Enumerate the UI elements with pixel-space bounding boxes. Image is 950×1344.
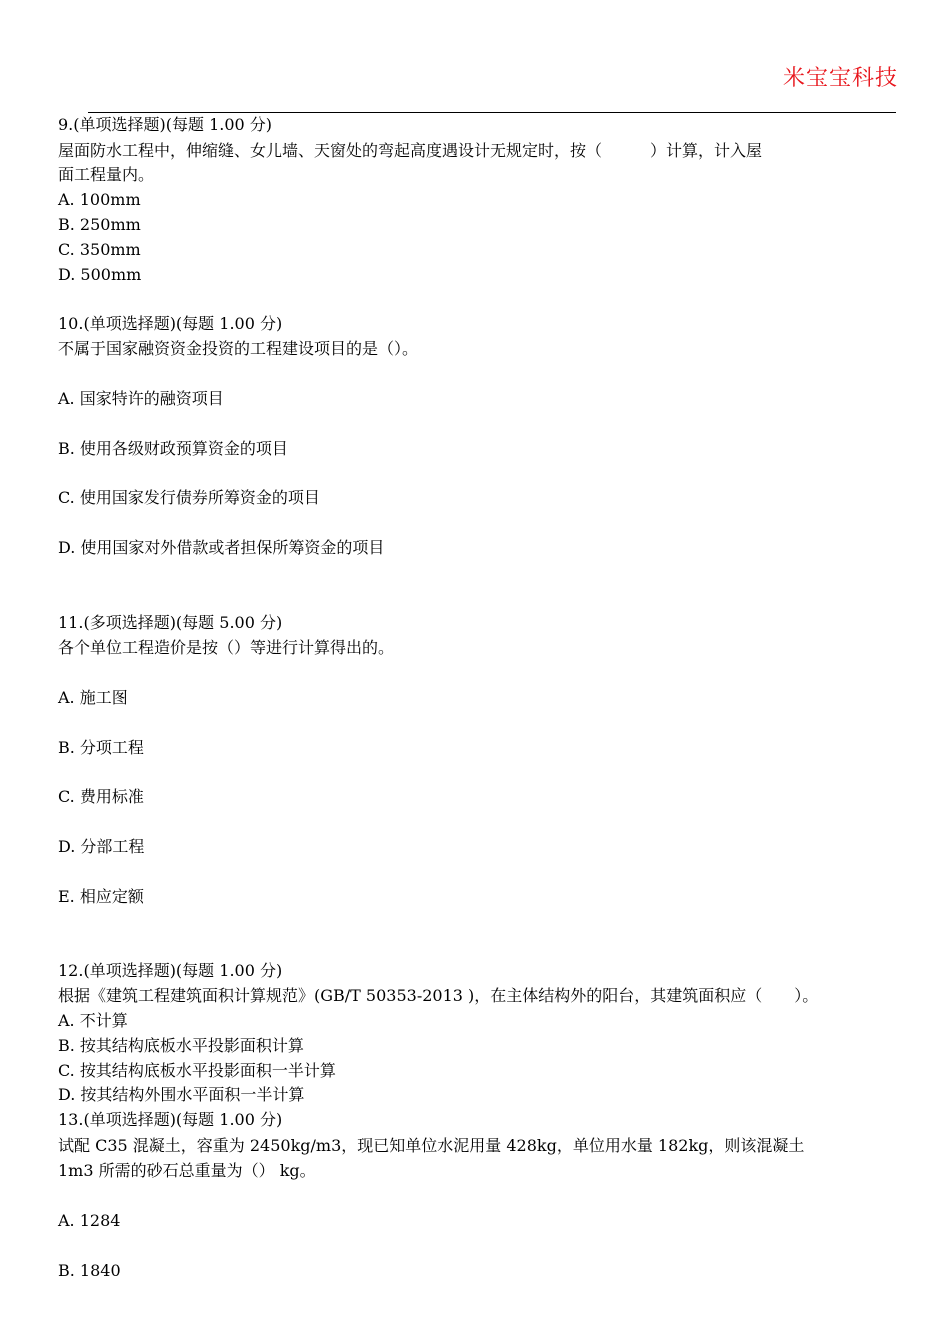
option-c: C. 费用标准 xyxy=(58,787,144,806)
option-c: C. 按其结构底板水平投影面积一半计算 xyxy=(58,1061,336,1080)
question-stem: 各个单位工程造价是按（）等进行计算得出的。 xyxy=(58,638,395,657)
question-header: 11.(多项选择题)(每题 5.00 分) xyxy=(58,613,283,632)
option-a: A. 国家特许的融资项目 xyxy=(58,389,224,408)
question-stem: 不属于国家融资资金投资的工程建设项目的是（）。 xyxy=(58,339,419,358)
option-a: A. 1284 xyxy=(58,1211,121,1230)
header-rule xyxy=(88,112,896,113)
option-d: D. 按其结构外围水平面积一半计算 xyxy=(58,1085,305,1104)
option-c: C. 使用国家发行债券所筹资金的项目 xyxy=(58,488,320,507)
question-stem: 屋面防水工程中，伸缩缝、女儿墙、天窗处的弯起高度遇设计无规定时，按（ ）计算，计入屋 xyxy=(58,141,763,160)
question-stem: 1m3 所需的砂石总重量为（） kg。 xyxy=(58,1161,316,1180)
option-d: D. 500mm xyxy=(58,265,142,284)
option-c: C. 350mm xyxy=(58,240,141,259)
question-header: 13.(单项选择题)(每题 1.00 分) xyxy=(58,1110,283,1129)
question-header: 10.(单项选择题)(每题 1.00 分) xyxy=(58,314,283,333)
option-a: A. 不计算 xyxy=(58,1011,128,1030)
option-b: B. 按其结构底板水平投影面积计算 xyxy=(58,1036,304,1055)
option-b: B. 1840 xyxy=(58,1261,121,1280)
option-a: A. 施工图 xyxy=(58,688,128,707)
option-b: B. 使用各级财政预算资金的项目 xyxy=(58,439,288,458)
option-d: D. 分部工程 xyxy=(58,837,145,856)
option-b: B. 分项工程 xyxy=(58,738,144,757)
option-e: E. 相应定额 xyxy=(58,887,144,906)
option-d: D. 使用国家对外借款或者担保所筹资金的项目 xyxy=(58,538,385,557)
question-stem: 根据《建筑工程建筑面积计算规范》(GB/T 50353-2013 )，在主体结构外的阳台，其建筑面积应（ ）。 xyxy=(58,986,819,1005)
option-a: A. 100mm xyxy=(58,190,141,209)
option-b: B. 250mm xyxy=(58,215,141,234)
brand-logo-text: 米宝宝科技 xyxy=(782,66,898,91)
question-header: 12.(单项选择题)(每题 1.00 分) xyxy=(58,961,283,980)
question-stem: 面工程量内。 xyxy=(58,165,155,184)
question-header: 9.(单项选择题)(每题 1.00 分) xyxy=(58,115,273,134)
question-stem: 试配 C35 混凝土，容重为 2450kg/m3，现已知单位水泥用量 428kg，单位用水量 182kg，则该混凝土 xyxy=(58,1136,805,1155)
